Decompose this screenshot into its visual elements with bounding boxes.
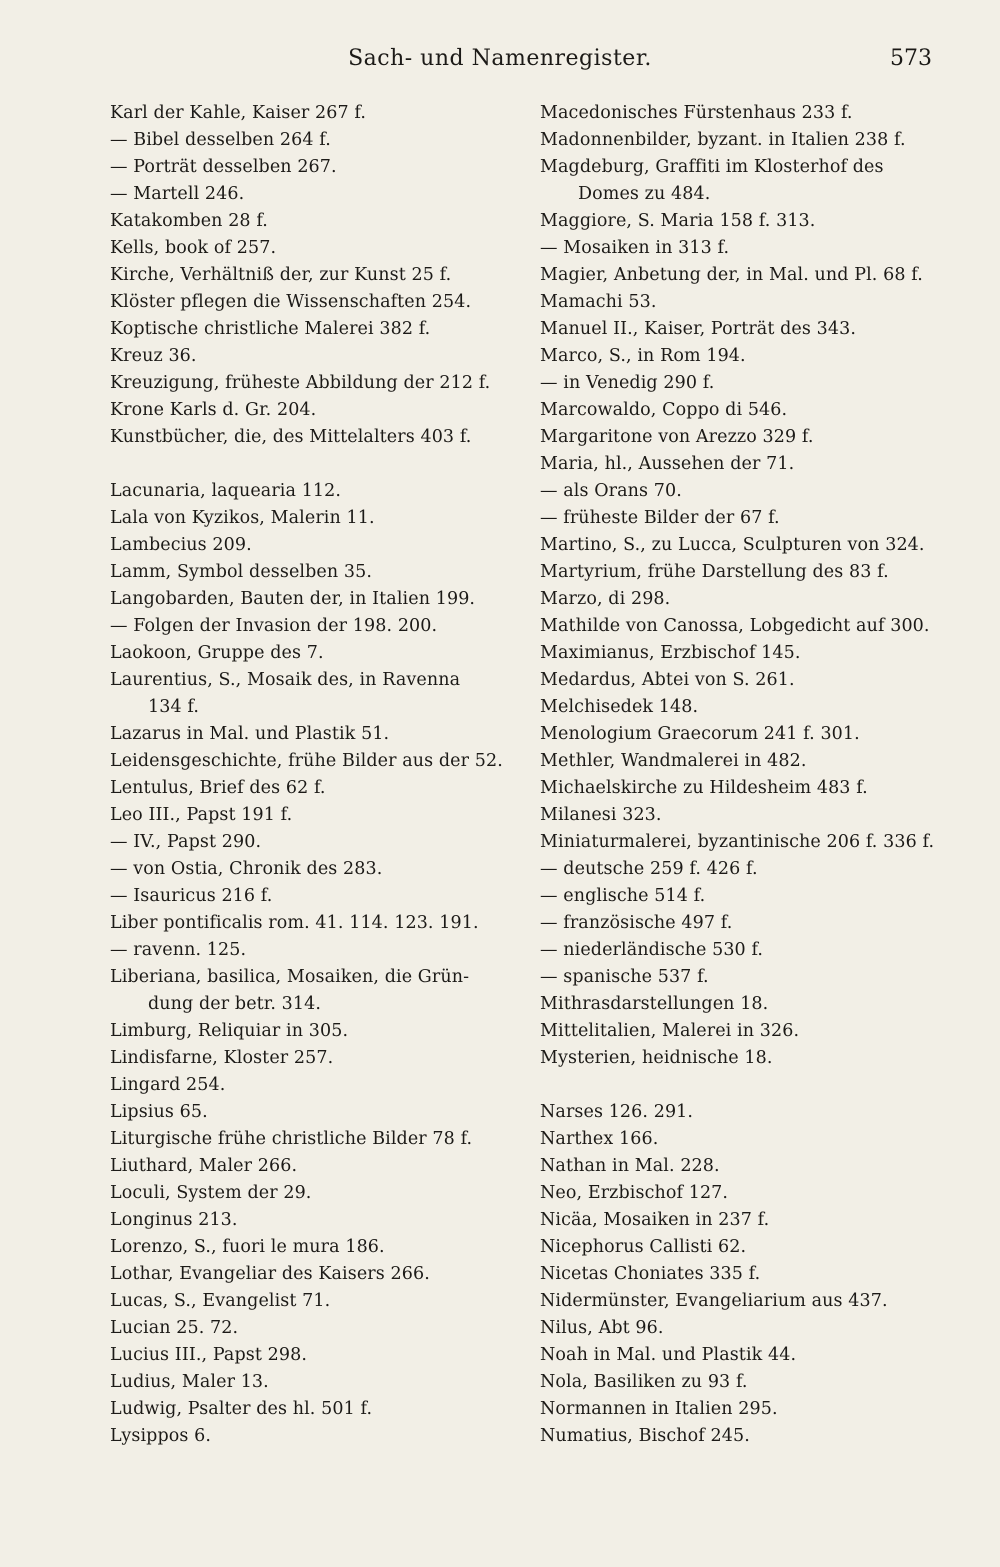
- index-entry: Kreuz 36.: [110, 346, 197, 366]
- index-entry: Nidermünster, Evangeliarium aus 437.: [540, 1291, 888, 1311]
- index-entry: — Folgen der Invasion der 198. 200.: [110, 616, 438, 636]
- index-entry: Noah in Mal. und Plastik 44.: [540, 1345, 797, 1365]
- index-entry: Karl der Kahle, Kaiser 267 f.: [110, 103, 367, 123]
- index-entry: — von Ostia, Chronik des 283.: [110, 859, 383, 879]
- index-entry: Ludwig, Psalter des hl. 501 f.: [110, 1399, 373, 1419]
- index-entry: — Bibel desselben 264 f.: [110, 130, 331, 150]
- index-entry: Lazarus in Mal. und Plastik 51.: [110, 724, 390, 744]
- right-index-column: [540, 100, 940, 1450]
- index-entry: — ravenn. 125.: [110, 940, 247, 960]
- index-entry: Leo III., Papst 191 f.: [110, 805, 293, 825]
- index-entry: Lambecius 209.: [110, 535, 252, 555]
- index-entry: Nicäa, Mosaiken in 237 f.: [540, 1210, 770, 1230]
- index-entry: Methler, Wandmalerei in 482.: [540, 751, 807, 771]
- index-entry: — früheste Bilder der 67 f.: [540, 508, 780, 528]
- index-entry: Magier, Anbetung der, in Mal. und Pl. 68 f.: [540, 265, 923, 285]
- index-entry: Martino, S., zu Lucca, Sculpturen von 324.: [540, 535, 925, 555]
- index-entry: Mamachi 53.: [540, 292, 657, 312]
- index-entry: Kunstbücher, die, des Mittelalters 403 f.: [110, 427, 472, 447]
- index-entry: Liber pontificalis rom. 41. 114. 123. 191.: [110, 913, 479, 933]
- index-entry: Normannen in Italien 295.: [540, 1399, 778, 1419]
- index-entry: Michaelskirche zu Hildesheim 483 f.: [540, 778, 868, 798]
- index-entry: Lamm, Symbol desselben 35.: [110, 562, 373, 582]
- index-entry: Liturgische frühe christliche Bilder 78 f.: [110, 1129, 473, 1149]
- index-entry: — spanische 537 f.: [540, 967, 709, 987]
- index-entry: Nicetas Choniates 335 f.: [540, 1264, 761, 1284]
- index-entry: — deutsche 259 f. 426 f.: [540, 859, 758, 879]
- index-entry: — in Venedig 290 f.: [540, 373, 715, 393]
- index-entry: Lucian 25. 72.: [110, 1318, 239, 1338]
- index-entry: Lentulus, Brief des 62 f.: [110, 778, 326, 798]
- index-entry: Narthex 166.: [540, 1129, 659, 1149]
- index-entry: Melchisedek 148.: [540, 697, 699, 717]
- index-entry: Miniaturmalerei, byzantinische 206 f. 336 f.: [540, 832, 935, 852]
- section-gap: [110, 451, 530, 478]
- index-entry: Ludius, Maler 13.: [110, 1372, 269, 1392]
- index-entry: Lipsius 65.: [110, 1102, 208, 1122]
- index-entry: Maximianus, Erzbischof 145.: [540, 643, 801, 663]
- index-entry: — englische 514 f.: [540, 886, 706, 906]
- index-entry: Laurentius, S., Mosaik des, in Ravenna: [110, 670, 461, 690]
- index-entry: Milanesi 323.: [540, 805, 662, 825]
- index-entry: Lorenzo, S., fuori le mura 186.: [110, 1237, 385, 1257]
- index-entry: Marco, S., in Rom 194.: [540, 346, 746, 366]
- index-entry: Lacunaria, laquearia 112.: [110, 481, 342, 501]
- index-entry: Liuthard, Maler 266.: [110, 1156, 298, 1176]
- index-entry: Marzo, di 298.: [540, 589, 671, 609]
- left-index-column: [110, 100, 530, 1450]
- index-entry: Limburg, Reliquiar in 305.: [110, 1021, 349, 1041]
- index-entry: dung der betr. 314.: [148, 994, 322, 1014]
- index-entry: Macedonisches Fürstenhaus 233 f.: [540, 103, 853, 123]
- index-entry: — französische 497 f.: [540, 913, 733, 933]
- index-entry: Madonnenbilder, byzant. in Italien 238 f.: [540, 130, 906, 150]
- index-entry: Leidensgeschichte, frühe Bilder aus der 52.: [110, 751, 503, 771]
- index-entry: Maria, hl., Aussehen der 71.: [540, 454, 795, 474]
- section-gap: [540, 1072, 940, 1099]
- index-entry: — niederländische 530 f.: [540, 940, 764, 960]
- index-entry: Martyrium, frühe Darstellung des 83 f.: [540, 562, 889, 582]
- index-entry: — Mosaiken in 313 f.: [540, 238, 730, 258]
- index-entry: Nola, Basiliken zu 93 f.: [540, 1372, 748, 1392]
- index-entry: Lucius III., Papst 298.: [110, 1345, 307, 1365]
- index-entry: Kreuzigung, früheste Abbildung der 212 f.: [110, 373, 491, 393]
- index-entry: Numatius, Bischof 245.: [540, 1426, 750, 1446]
- index-entry: Manuel II., Kaiser, Porträt des 343.: [540, 319, 856, 339]
- index-entry: Lingard 254.: [110, 1075, 226, 1095]
- index-entry: — IV., Papst 290.: [110, 832, 262, 852]
- index-entry: — Porträt desselben 267.: [110, 157, 337, 177]
- index-entry: Margaritone von Arezzo 329 f.: [540, 427, 814, 447]
- index-entry: Langobarden, Bauten der, in Italien 199.: [110, 589, 476, 609]
- index-entry: Lindisfarne, Kloster 257.: [110, 1048, 334, 1068]
- index-entry: Neo, Erzbischof 127.: [540, 1183, 729, 1203]
- index-entry: Magdeburg, Graffiti im Klosterhof des: [540, 157, 884, 177]
- index-entry: Mithrasdarstellungen 18.: [540, 994, 769, 1014]
- index-entry: Domes zu 484.: [578, 184, 711, 204]
- index-entry: Klöster pflegen die Wissenschaften 254.: [110, 292, 472, 312]
- index-entry: Nathan in Mal. 228.: [540, 1156, 720, 1176]
- index-entry: Nicephorus Callisti 62.: [540, 1237, 747, 1257]
- index-entry: Liberiana, basilica, Mosaiken, die Grün-: [110, 967, 470, 987]
- index-entry: Kirche, Verhältniß der, zur Kunst 25 f.: [110, 265, 452, 285]
- index-entry: Longinus 213.: [110, 1210, 238, 1230]
- index-entry: Lucas, S., Evangelist 71.: [110, 1291, 331, 1311]
- running-title: Sach- und Namenregister.: [348, 46, 652, 71]
- index-entry: Lothar, Evangeliar des Kaisers 266.: [110, 1264, 430, 1284]
- index-entry: Krone Karls d. Gr. 204.: [110, 400, 317, 420]
- index-entry: Lysippos 6.: [110, 1426, 212, 1446]
- index-entry: Koptische christliche Malerei 382 f.: [110, 319, 431, 339]
- index-entry: Loculi, System der 29.: [110, 1183, 312, 1203]
- index-entry: Menologium Graecorum 241 f. 301.: [540, 724, 860, 744]
- index-entry: Lala von Kyzikos, Malerin 11.: [110, 508, 375, 528]
- index-entry: Kells, book of 257.: [110, 238, 277, 258]
- index-entry: — Martell 246.: [110, 184, 245, 204]
- page-header: [0, 46, 1000, 80]
- index-entry: Maggiore, S. Maria 158 f. 313.: [540, 211, 816, 231]
- index-entry: Mittelitalien, Malerei in 326.: [540, 1021, 800, 1041]
- index-entry: Mysterien, heidnische 18.: [540, 1048, 773, 1068]
- index-entry: Medardus, Abtei von S. 261.: [540, 670, 795, 690]
- index-entry: Laokoon, Gruppe des 7.: [110, 643, 324, 663]
- index-entry: Nilus, Abt 96.: [540, 1318, 664, 1338]
- index-entry: Marcowaldo, Coppo di 546.: [540, 400, 788, 420]
- index-entry: Katakomben 28 f.: [110, 211, 268, 231]
- index-entry: Mathilde von Canossa, Lobgedicht auf 300.: [540, 616, 930, 636]
- index-entry: — Isauricus 216 f.: [110, 886, 273, 906]
- index-entry: Narses 126. 291.: [540, 1102, 694, 1122]
- page-number: 573: [890, 46, 932, 71]
- index-entry: — als Orans 70.: [540, 481, 682, 501]
- index-entry: 134 f.: [148, 697, 199, 717]
